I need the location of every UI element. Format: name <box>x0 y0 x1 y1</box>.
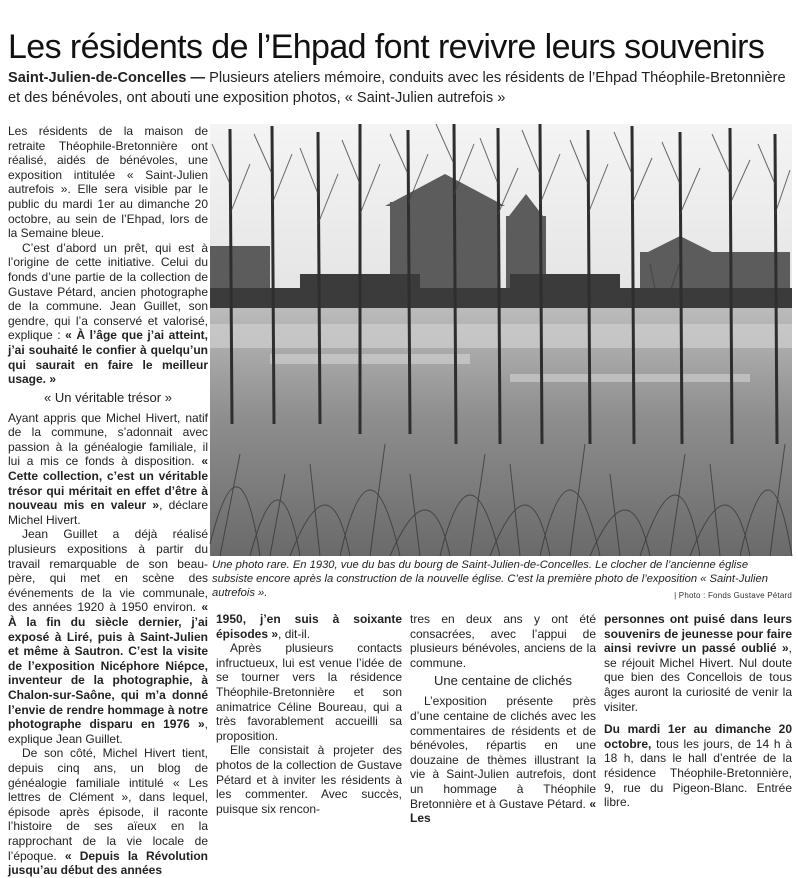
column-2 <box>216 612 402 816</box>
column-1 <box>8 124 208 878</box>
quote: « À l’âge que j’ai atteint, j’ai souhaité le confier à quelqu’un qui saurait en faire le meilleur usage. » <box>8 328 208 387</box>
paragraph: Les résidents de la maison de retraite Théophile-Bretonnière ont réalisé, aidés de bénévoles, une exposition intitulée « Saint-Julien autrefois ». Elle sera visible par le public du mardi 1er au dimanche 20 octobre, au sein de l’Ehpad, lors de la Semaine bleue. <box>8 124 208 241</box>
paragraph: L’exposition présente près d’une centaine de clichés avec les commentaires de résidents et de bénévoles, répartis en une douzaine de thèmes illustrant la vie à Saint-Julien autrefois, dont un hommage à Théophile Bretonnière et à Gustave Pétard. « Les <box>410 694 597 826</box>
photo-credit: | Photo : Fonds Gustave Pétard <box>674 591 792 600</box>
article-lead <box>8 68 792 108</box>
dateline: Saint-Julien-de-Concelles — <box>8 70 206 86</box>
quote: 1950, j’en suis à soixante épisodes » <box>216 612 402 641</box>
paragraph: De son côté, Michel Hivert tient, depuis cinq ans, un blog de généalogie familiale intitulé « Les lettres de Clément », dans lequel, épisode après épisode, il raconte l’histoire de ses aïeux en la rapprochant de la vie locale de l’époque. « Depuis la Révolution jusqu’au début des années <box>8 746 208 878</box>
practical-info: Du mardi 1er au dimanche 20 octobre, tous les jours, de 14 h à 18 h, dans le hall d’entrée de la résidence Théophile-Bretonnière, 9, rue du Pigeon-Blanc. Entrée libre. <box>604 722 792 810</box>
article-photo <box>210 124 792 556</box>
paragraph: C’est d’abord un prêt, qui est à l’origine de cette initiative. Celui du fonds d’une partie de la collection de Gustave Pétard, ancien photographe de la commune. Jean Guillet, son gendre, qui l’a conservé et valorisé, explique : « À l’âge que j’ai atteint, j’ai souhaité le confier à quelqu’un qui saurait en faire le meilleur usage. » <box>8 240 208 387</box>
quote: « Depuis la Révolution jusqu’au début des années <box>8 848 208 878</box>
subheading: « Un véritable trésor » <box>44 389 172 405</box>
lead-text: Plusieurs ateliers mémoire, conduits avec les résidents de l’Ehpad Théophile-Bretonnière et des bénévoles, ont abouti une exposition photos, « Saint-Julien autrefois » <box>8 70 786 106</box>
quote: « Cette collection, c’est un véritable trésor qui méritait en effet d’être à nouveau mis en valeur » <box>8 454 208 513</box>
article-title: Les résidents de l’Ehpad font revivre leurs souvenirs <box>8 28 765 66</box>
paragraph: 1950, j’en suis à soixante épisodes », dit-il. <box>216 612 402 641</box>
paragraph: Après plusieurs contacts infructueux, lui est venue l’idée de se tourner vers la résidence Théophile-Bretonnière et son animatrice Céline Boureau, qui a très favorablement accueilli sa proposition. <box>216 641 402 743</box>
practical-info-dates: Du mardi 1er au dimanche 20 octobre, <box>604 722 792 751</box>
quote: « Les <box>410 796 597 826</box>
paragraph: tres en deux ans y ont été consacrées, avec l’appui de plusieurs bénévoles, anciens de la commune. <box>410 612 596 670</box>
quote: personnes ont puisé dans leurs souvenirs de jeunesse pour faire ainsi revivre un passé oublié » <box>604 612 792 656</box>
subheading: Une centaine de clichés <box>433 673 573 689</box>
paragraph: personnes ont puisé dans leurs souvenirs de jeunesse pour faire ainsi revivre un passé oublié », se réjouit Michel Hivert. Nul doute que bien des Concellois de tous âges auront la curiosité de venir la visiter. <box>604 612 792 714</box>
quote: « À la fin du siècle dernier, j’ai exposé à Liré, puis à Saint-Julien et même à Sautron. C’est la visite de l’exposition Nicéphore Niépce, inventeur de la photographie, à Chalon-sur-Saône, qui m’a donné l’envie de rendre hommage à notre photographe disparu en 1976 » <box>8 600 208 732</box>
column-4 <box>604 612 792 810</box>
photo-image <box>210 124 792 556</box>
paragraph: Elle consistait à projeter des photos de la collection de Gustave Pétard et à inviter les résidents à les commenter. Avec succès, puisque six rencon- <box>216 743 402 816</box>
paragraph: Ayant appris que Michel Hivert, natif de la commune, s’adonnait avec passion à la généalogie familiale, il lui a mis ce fonds à disposition. « Cette collection, c’est un véritable trésor qui méritait en effet d’être à nouveau mis en valeur », déclare Michel Hivert. <box>8 410 209 527</box>
photo-caption: Une photo rare. En 1930, vue du bas du bourg de Saint-Julien-de-Concelles. Le clocher de l’ancienne église subsiste encore après la construction de la nouvelle église. C’est la première photo de l’exposition « Saint-Julien autrefois ». <box>212 559 768 599</box>
column-3 <box>410 612 596 826</box>
paragraph: Jean Guillet a déjà réalisé plusieurs expositions à partir du travail remarquable de son beau-père, qui met en scène des événements de la vie communale, des années 1920 à 1950 environ. « À la fin du siècle dernier, j’ai exposé à Liré, puis à Saint-Julien et même à Sautron. C’est la visite de l’exposition Nicéphore Niépce, inventeur de la photographie, à Chalon-sur-Saône, qui m’a donné l’envie de rendre hommage à notre photographe disparu en 1976 », explique Jean Guillet. <box>8 527 208 746</box>
